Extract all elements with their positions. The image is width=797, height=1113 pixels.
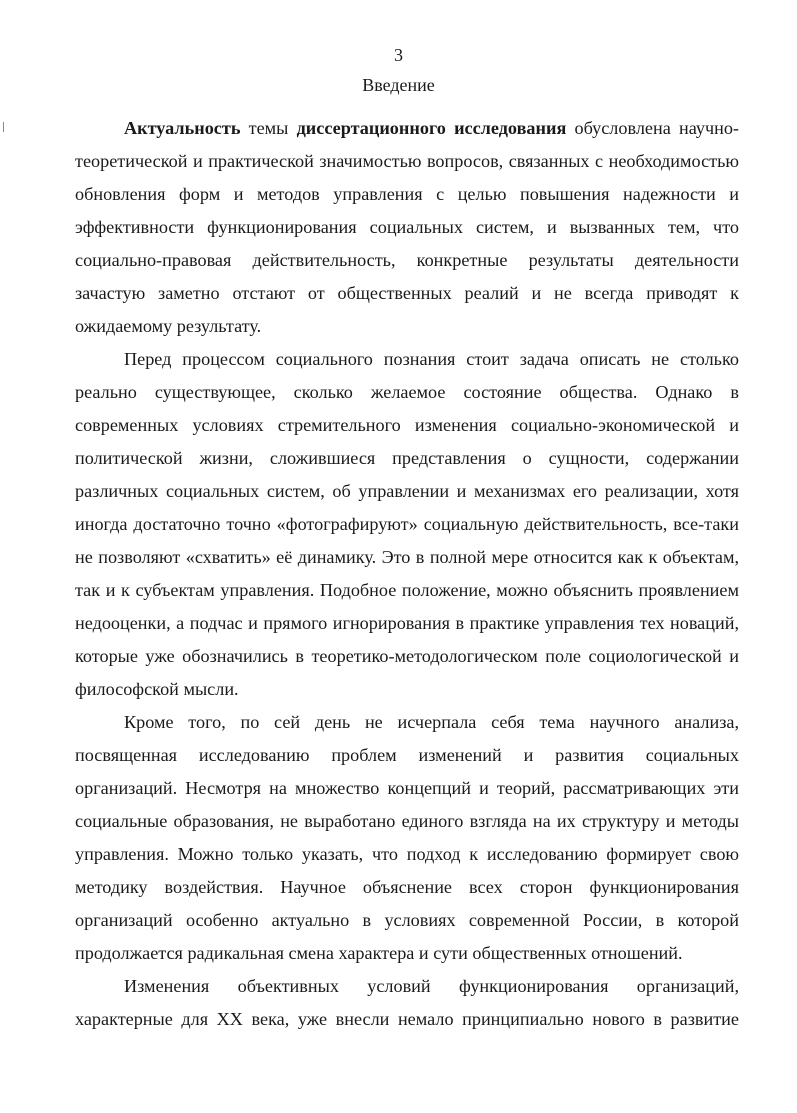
body-text (75, 112, 739, 1036)
bold-term-relevance: Актуальность (124, 118, 241, 138)
paragraph-relevance (75, 112, 739, 343)
paragraph-social-cognition: Перед процессом социального познания стоит задача описать не столько реально существующее, сколько желаемое состояние общества. Однако в современных условиях стремительного изменения социально-экономической и политической жизни, сложившиеся представления о сущности, содержании различных социальных систем, об управлении и механизмах его реализации, хотя иногда достаточно точно «фотографируют» социальную действительность, все-таки не позволяют «схватить» её динамику. Это в полной мере относится как к объектам, так и к субъектам управления. Подобное положение, можно объяснить проявлением недооценки, а подчас и прямого игнорирования в практике управления тех новаций, которые уже обозначились в теоретико-методологическом поле социологической и философской мысли. (75, 349, 739, 699)
bold-term-dissertation: диссертационного исследования (296, 118, 567, 138)
page-number: 3 (394, 45, 403, 65)
section-heading: Введение (362, 75, 435, 95)
paragraph-text: темы (240, 118, 297, 138)
margin-mark (3, 122, 4, 132)
paragraph-organizations: Кроме того, по сей день не исчерпала себя тема научного анализа, посвященная исследованию проблем изменений и развития социальных организаций. Несмотря на множество концепций и теорий, рассматривающих эти социальные образования, не выработано единого взгляда на их структуру и методы управления. Можно только указать, что подход к исследованию формирует свою методику воздействия. Научное объяснение всех сторон функционирования организаций особенно актуально в условиях современной России, в которой продолжается радикальная смена характера и сути общественных отношений. (75, 712, 739, 963)
paragraph-changes: Изменения объективных условий функционирования организаций, характерные для XX века, уже внесли немало принципиально нового в развитие (75, 976, 739, 1029)
paragraph-text: обусловлена научно-теоретической и практической значимостью вопросов, связанных с необходимостью обновления форм и методов управления с целью повышения надежности и эффективности функционирования социальных систем, и вызванных тем, что социально-правовая действительность, конкретные результаты деятельности зачастую заметно отстают от общественных реалий и не всегда приводят к ожидаемому результату. (75, 118, 739, 336)
